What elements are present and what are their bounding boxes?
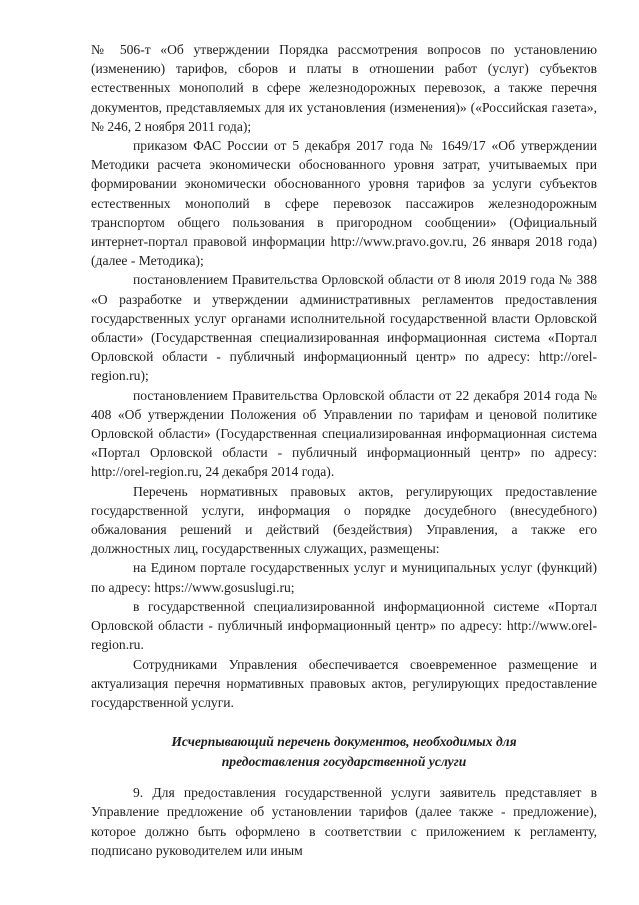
paragraph-order-506t: № 506-т «Об утверждении Порядка рассмотрения вопросов по установлению (изменению) тарифов, сборов и платы в отношении работ (услуг) субъектов естественных монополий в сфере железнодорожных перевозок, а также перечня документов, представляемых для их установления (изменения)» («Российская газета», № 246, 2 ноября 2011 года); <box>91 42 597 134</box>
section-heading-line-1: Исчерпывающий перечень документов, необходимых для <box>171 734 517 750</box>
document-page <box>91 40 597 860</box>
paragraph-orel-portal: в государственной специализированной информационной системе «Портал Орловской области - публичный информационный центр» по адресу: http://www.orel-region.ru. <box>91 598 597 653</box>
paragraph-resolution-388: постановлением Правительства Орловской области от 8 июля 2019 года № 388 «О разработке и утверждении административных регламентов предоставления государственных услуг органами исполнительной государственной власти Орловской области» (Государственная специализированная информационная система «Портал Орловской области - публичный информационный центр» по адресу: http://orel-region.ru); <box>91 272 597 384</box>
paragraph-updates: Сотрудниками Управления обеспечивается своевременное размещение и актуализация перечня нормативных правовых актов, регулирующих предоставление государственной услуги. <box>91 656 597 710</box>
paragraph-legal-acts-list: Перечень нормативных правовых актов, регулирующих предоставление государственной услуги, информация о порядке досудебного (внесудебного) обжалования решений и действий (бездействия) Управления, а также его должностных лиц, государственных служащих, размещены: <box>91 483 597 557</box>
paragraph-fas-order: приказом ФАС России от 5 декабря 2017 года № 1649/17 «Об утверждении Методики расчета экономически обоснованного уровня затрат, учитываемых при формировании экономически обоснованного уровня тарифов за услуги субъектов естественных монополий в сфере перевозок пассажиров железнодорожным транспортом общего пользования в пригородном сообщении» (Официальный интернет-портал правовой информации http://www.pravo.gov.ru, 26 января 2018 года) (далее - Методика); <box>91 138 597 269</box>
paragraph-gosuslugi-portal: на Едином портале государственных услуг и муниципальных услуг (функций) по адресу: https://www.gosuslugi.ru; <box>91 560 597 595</box>
paragraph-item-9: 9. Для предоставления государственной услуги заявитель представляет в Управление предложение об установлении тарифов (далее также - предложение), которое должно быть оформлено в соответствии с приложением к регламенту, подписано руководителем или иным <box>91 785 597 858</box>
paragraph-resolution-408: постановлением Правительства Орловской области от 22 декабря 2014 года № 408 «Об утверждении Положения об Управлении по тарифам и ценовой политике Орловской области» (Государственная специализированная информационная система «Портал Орловской области - публичный информационный центр» по адресу: http://orel-region.ru, 24 декабря 2014 года). <box>91 387 597 480</box>
section-heading <box>91 732 597 771</box>
section-heading-line-2: предоставления государственной услуги <box>221 753 467 769</box>
